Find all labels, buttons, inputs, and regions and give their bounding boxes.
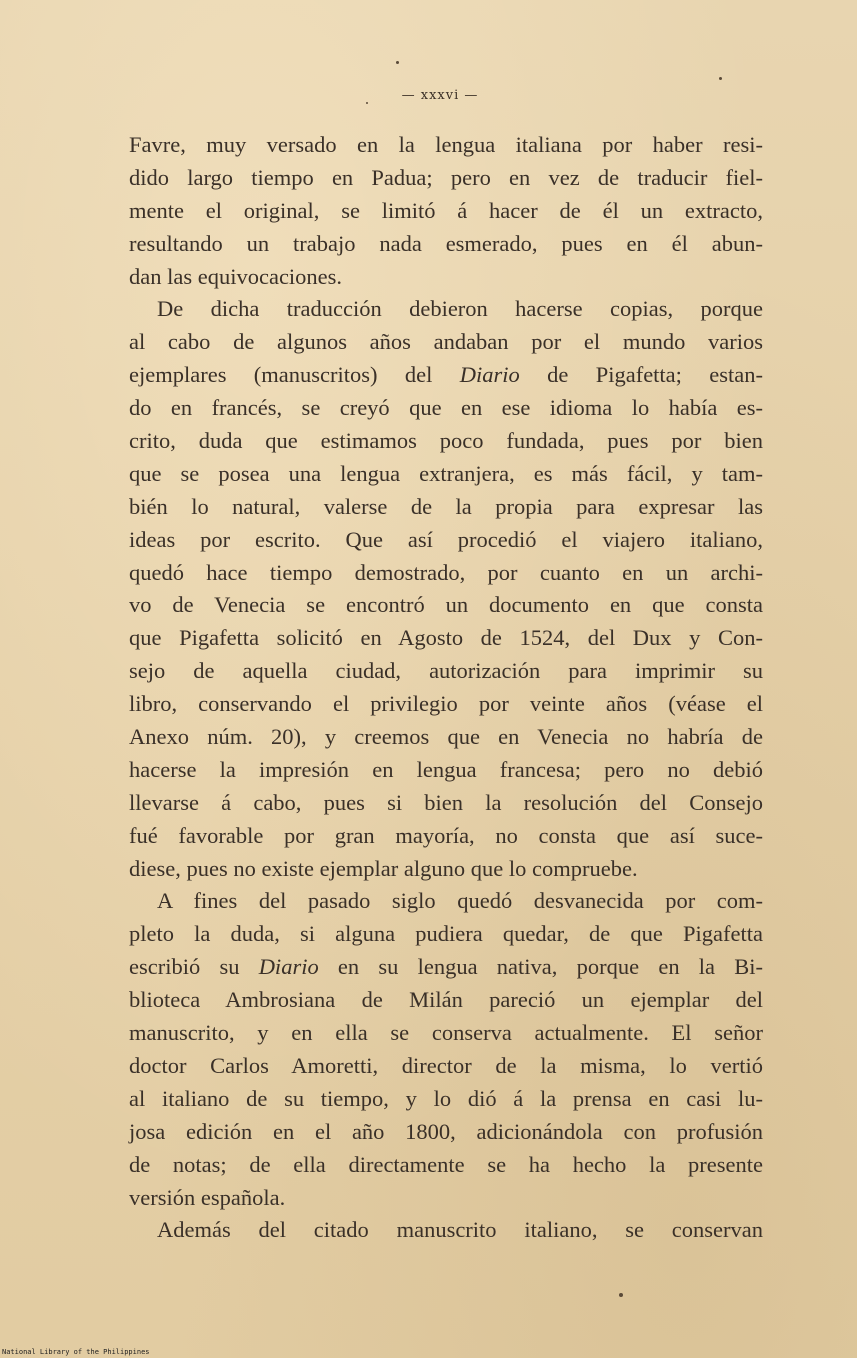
text-line: vo de Venecia se encontró un documento en que consta xyxy=(129,592,763,618)
text-line: pleto la duda, si alguna pudiera quedar, de que Pigafetta xyxy=(129,921,763,947)
text-line: crito, duda que estimamos poco fundada, pues por bien xyxy=(129,428,763,454)
text-line: dido largo tiempo en Padua; pero en vez de traducir fiel- xyxy=(129,164,763,190)
text-line: que se posea una lengua extranjera, es más fácil, y tam- xyxy=(129,460,763,486)
page-number: — xxxvi — xyxy=(401,88,479,103)
text-line: al cabo de algunos años andaban por el mundo varios xyxy=(129,329,763,355)
text-line: Además del citado manuscrito italiano, se conservan xyxy=(157,1217,763,1243)
text-line: que Pigafetta solicitó en Agosto de 1524, del Dux y Con- xyxy=(129,625,763,651)
text-line: versión española. xyxy=(129,1184,286,1210)
text-line: resultando un trabajo nada esmerado, pues en él abun- xyxy=(129,230,763,256)
text-line: diese, pues no existe ejemplar alguno que lo compruebe. xyxy=(129,855,638,881)
text-line: fué favorable por gran mayoría, no consta que así suce- xyxy=(129,822,763,848)
text-line: al italiano de su tiempo, y lo dió á la prensa en casi lu- xyxy=(129,1085,763,1111)
text-line: doctor Carlos Amoretti, director de la misma, lo vertió xyxy=(129,1052,763,1078)
text-line: ideas por escrito. Que así procedió el viajero italiano, xyxy=(129,526,763,552)
text-line: escribió su Diario en su lengua nativa, porque en la Bi- xyxy=(129,954,764,980)
text-line: manuscrito, y en ella se conserva actualmente. El señor xyxy=(129,1020,763,1046)
paper-speck xyxy=(619,1293,623,1297)
text-line: bién lo natural, valerse de la propia para expresar las xyxy=(129,493,763,519)
text-line: A fines del pasado siglo quedó desvanecida por com- xyxy=(157,888,763,914)
text-line: sejo de aquella ciudad, autorización para imprimir su xyxy=(129,658,763,684)
text-line: blioteca Ambrosiana de Milán pareció un ejemplar del xyxy=(129,987,763,1013)
text-line: ejemplares (manuscritos) del Diario de Pigafetta; estan- xyxy=(129,362,764,388)
text-line: Anexo núm. 20), y creemos que en Venecia no habría de xyxy=(129,724,763,750)
library-watermark: National Library of the Philippines xyxy=(2,1348,150,1356)
text-line: hacerse la impresión en lengua francesa; pero no debió xyxy=(129,756,763,782)
paper-speck xyxy=(396,61,399,64)
text-line: libro, conservando el privilegio por veinte años (véase el xyxy=(129,691,763,717)
text-line: de notas; de ella directamente se ha hecho la presente xyxy=(129,1151,763,1177)
paper-speck xyxy=(366,102,368,104)
text-line: Favre, muy versado en la lengua italiana por haber resi- xyxy=(129,132,763,157)
body-text xyxy=(129,129,763,1247)
text-line: do en francés, se creyó que en ese idioma lo había es- xyxy=(129,395,763,421)
paper-speck xyxy=(719,77,722,80)
text-line: quedó hace tiempo demostrado, por cuanto en un archi- xyxy=(129,559,763,585)
text-line: mente el original, se limitó á hacer de él un extracto, xyxy=(129,197,763,223)
text-line: De dicha traducción debieron hacerse copias, porque xyxy=(157,296,763,322)
text-line: josa edición en el año 1800, adicionándola con profusión xyxy=(129,1118,763,1144)
text-line: llevarse á cabo, pues si bien la resolución del Consejo xyxy=(129,789,763,815)
text-line: dan las equivocaciones. xyxy=(129,263,343,289)
